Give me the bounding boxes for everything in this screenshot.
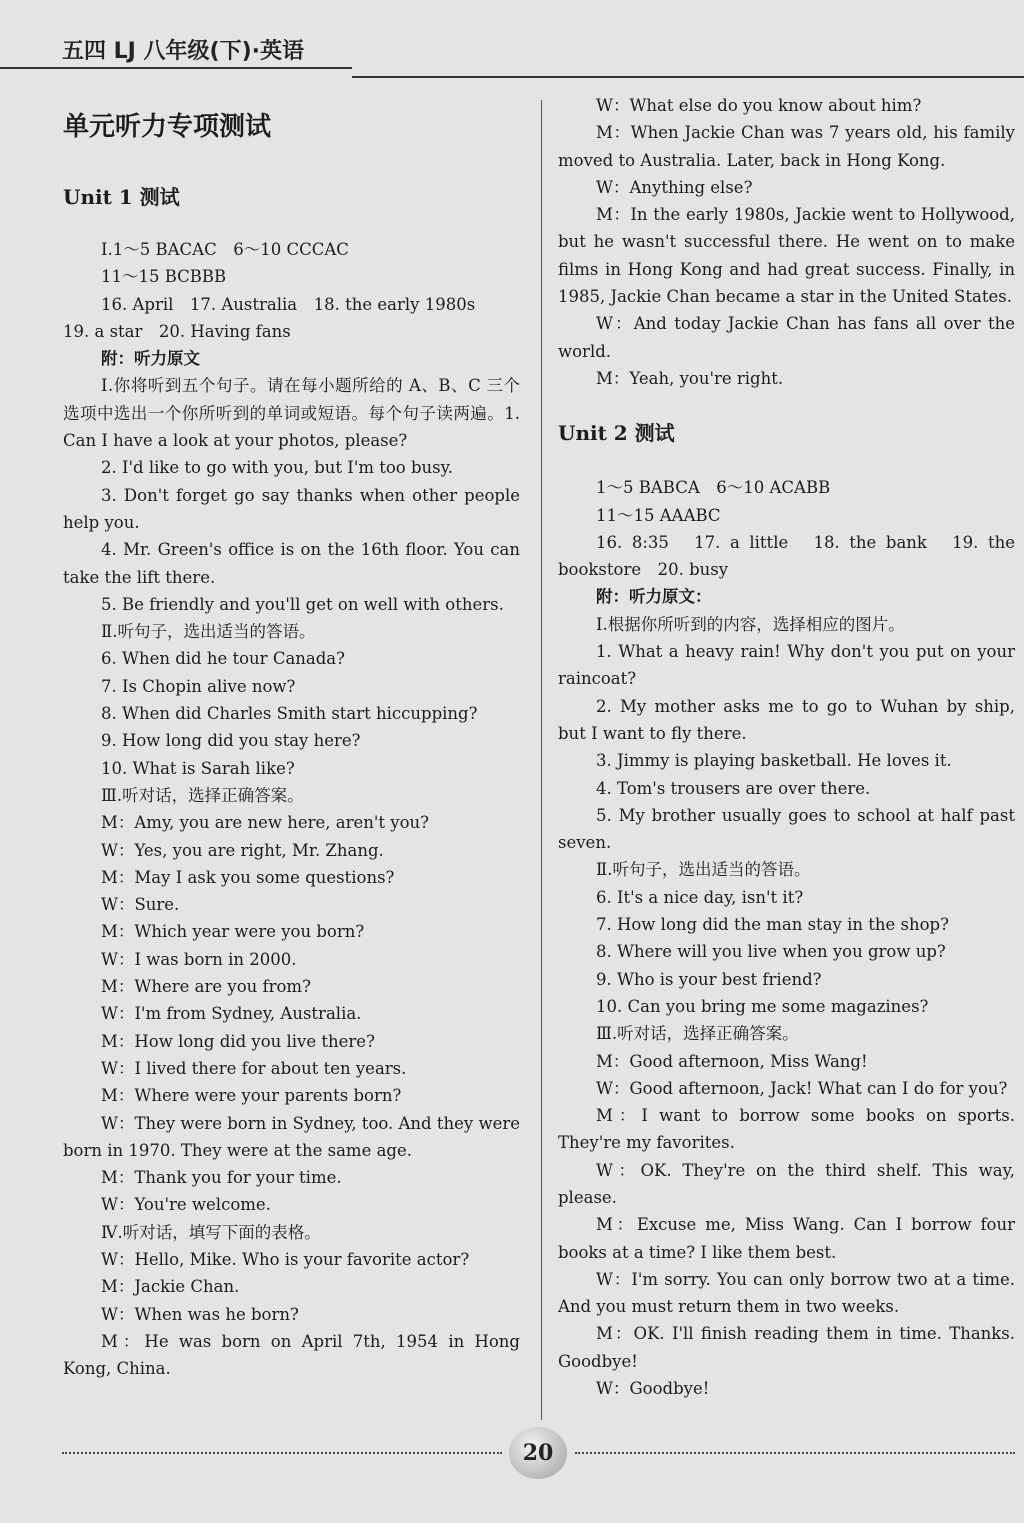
- transcript-paragraph: 3. Don't forget go say thanks when other people help you.: [63, 485, 520, 532]
- transcript-paragraph: 2. My mother asks me to go to Wuhan by ship, but I want to fly there.: [558, 696, 1015, 743]
- page-title: 单元听力专项测试: [63, 112, 272, 142]
- transcript-paragraph: 8. Where will you live when you grow up?: [596, 942, 946, 962]
- transcript-paragraph: M：Where were your parents born?: [101, 1086, 402, 1106]
- transcript-paragraph: 9. Who is your best friend?: [596, 969, 822, 989]
- transcript-paragraph: Ⅲ.听对话，选择正确答案。: [101, 785, 304, 805]
- transcript-paragraph: W：I'm sorry. You can only borrow two at a time. And you must return them in two weeks.: [558, 1269, 1015, 1317]
- answer-line: 11～15 BCBBB: [101, 267, 227, 287]
- footer-rule-right: [575, 1452, 1015, 1454]
- running-header: 五四 LJ 八年级(下)·英语: [62, 39, 304, 64]
- transcript-paragraph: 2. I'd like to go with you, but I'm too busy.: [101, 458, 454, 478]
- transcript-paragraph: W：They were born in Sydney, too. And they were born in 1970. They were at the same age.: [63, 1113, 520, 1160]
- transcript-paragraph: M：When Jackie Chan was 7 years old, his family moved to Australia. Later, back in Hong Kong.: [558, 123, 1015, 170]
- transcript-paragraph: 4. Mr. Green's office is on the 16th floor. You can take the lift there.: [63, 540, 520, 587]
- transcript-paragraph: M：Yeah, you're right.: [596, 368, 784, 388]
- column-divider: [541, 100, 542, 1420]
- transcript-paragraph: W：What else do you know about him?: [596, 96, 922, 115]
- answer-line: 11～15 AAABC: [596, 505, 721, 525]
- transcript-paragraph: W：Sure.: [101, 895, 180, 915]
- transcript-paragraph: M：Excuse me, Miss Wang. Can I borrow four books at a time? I like them best.: [558, 1215, 1015, 1262]
- transcript-paragraph: 5. Be friendly and you'll get on well with others.: [101, 594, 504, 614]
- transcript-paragraph: M：Amy, you are new here, aren't you?: [101, 813, 429, 833]
- unit-heading: Unit 1 测试: [63, 185, 180, 209]
- transcript-paragraph: Ⅱ.听句子，选出适当的答语。: [596, 860, 811, 880]
- transcript-paragraph: W：I was born in 2000.: [101, 949, 297, 969]
- unit-heading: Unit 2 测试: [558, 421, 675, 446]
- footer-rule-left: [62, 1452, 502, 1454]
- answer-line: 19. a star 20. Having fans: [63, 321, 291, 341]
- transcript-paragraph: W：Hello, Mike. Who is your favorite actor?: [101, 1249, 470, 1269]
- transcript-paragraph: M：Thank you for your time.: [101, 1168, 342, 1188]
- transcript-paragraph: 8. When did Charles Smith start hiccupping?: [101, 704, 478, 724]
- transcript-paragraph: M：Where are you from?: [101, 977, 311, 997]
- transcript-paragraph: 10. What is Sarah like?: [101, 758, 295, 778]
- transcript-paragraph: W：When was he born?: [101, 1304, 299, 1324]
- right-column: [558, 92, 1015, 1402]
- transcript-paragraph: M：May I ask you some questions?: [101, 867, 395, 887]
- transcript-paragraph: W：Anything else?: [596, 177, 753, 197]
- transcript-paragraph: M：Good afternoon, Miss Wang!: [596, 1051, 868, 1071]
- answer-line: 16. April 17. Australia 18. the early 1980s: [101, 294, 476, 314]
- transcript-paragraph: W：You're welcome.: [101, 1195, 271, 1215]
- header-rule-right: [352, 76, 1024, 78]
- left-column: [63, 98, 520, 1382]
- transcript-paragraph: M：OK. I'll finish reading them in time. Thanks. Goodbye!: [558, 1324, 1015, 1371]
- transcript-paragraph: 7. Is Chopin alive now?: [101, 676, 296, 696]
- page-number: 20: [509, 1427, 567, 1479]
- transcript-heading: 附：听力原文：: [596, 587, 712, 607]
- answer-line: 1～5 BABCA 6～10 ACABB: [596, 478, 831, 498]
- transcript-paragraph: 6. It's a nice day, isn't it?: [596, 887, 804, 907]
- transcript-paragraph: W：Yes, you are right, Mr. Zhang.: [101, 840, 384, 860]
- transcript-paragraph: W：And today Jackie Chan has fans all over the world.: [558, 314, 1015, 361]
- transcript-paragraph: M：Jackie Chan.: [101, 1277, 240, 1297]
- answer-line: Ⅰ.1～5 BACAC 6～10 CCCAC: [101, 240, 349, 259]
- transcript-paragraph: W：Good afternoon, Jack! What can I do for you?: [596, 1078, 1008, 1098]
- transcript-paragraph: M：I want to borrow some books on sports. They're my favorites.: [558, 1106, 1015, 1153]
- transcript-paragraph: W：OK. They're on the third shelf. This way, please.: [558, 1160, 1015, 1207]
- header-rule: [0, 67, 352, 69]
- transcript-paragraph: W：I lived there for about ten years.: [101, 1058, 407, 1078]
- transcript-paragraph: 7. How long did the man stay in the shop?: [596, 915, 949, 935]
- transcript-paragraph: 10. Can you bring me some magazines?: [596, 996, 929, 1016]
- transcript-paragraph: M：In the early 1980s, Jackie went to Hollywood, but he wasn't successful there. He went on to make films in Hong Kong and had great success. Finally, in 1985, Jackie Chan became a star in the United States.: [558, 205, 1015, 307]
- transcript-paragraph: 5. My brother usually goes to school at half past seven.: [558, 805, 1015, 853]
- transcript-paragraph: 3. Jimmy is playing basketball. He loves it.: [596, 751, 952, 771]
- transcript-paragraph: 4. Tom's trousers are over there.: [596, 778, 871, 798]
- transcript-paragraph: Ⅲ.听对话，选择正确答案。: [596, 1024, 799, 1044]
- transcript-paragraph: Ⅰ.你将听到五个句子。请在每小题所给的 A、B、C 三个选项中选出一个你所听到的单词或短语。每个句子读两遍。1. Can I have a look at your photos, please?: [63, 376, 520, 451]
- transcript-paragraph: Ⅰ.根据你所听到的内容，选择相应的图片。: [596, 614, 905, 634]
- transcript-paragraph: 6. When did he tour Canada?: [101, 649, 345, 669]
- transcript-paragraph: M：How long did you live there?: [101, 1031, 375, 1051]
- transcript-paragraph: 1. What a heavy rain! Why don't you put on your raincoat?: [558, 642, 1015, 689]
- answer-line: 16. 8:35 17. a little 18. the bank 19. the bookstore 20. busy: [558, 532, 1015, 580]
- transcript-paragraph: W：Goodbye!: [596, 1379, 710, 1399]
- transcript-heading: 附：听力原文: [101, 349, 200, 369]
- transcript-paragraph: Ⅱ.听句子，选出适当的答语。: [101, 622, 316, 642]
- transcript-paragraph: Ⅳ.听对话，填写下面的表格。: [101, 1222, 321, 1242]
- transcript-paragraph: W：I'm from Sydney, Australia.: [101, 1004, 362, 1024]
- transcript-paragraph: M：He was born on April 7th, 1954 in Hong Kong, China.: [63, 1331, 520, 1379]
- transcript-paragraph: 9. How long did you stay here?: [101, 731, 361, 751]
- transcript-paragraph: M：Which year were you born?: [101, 922, 365, 942]
